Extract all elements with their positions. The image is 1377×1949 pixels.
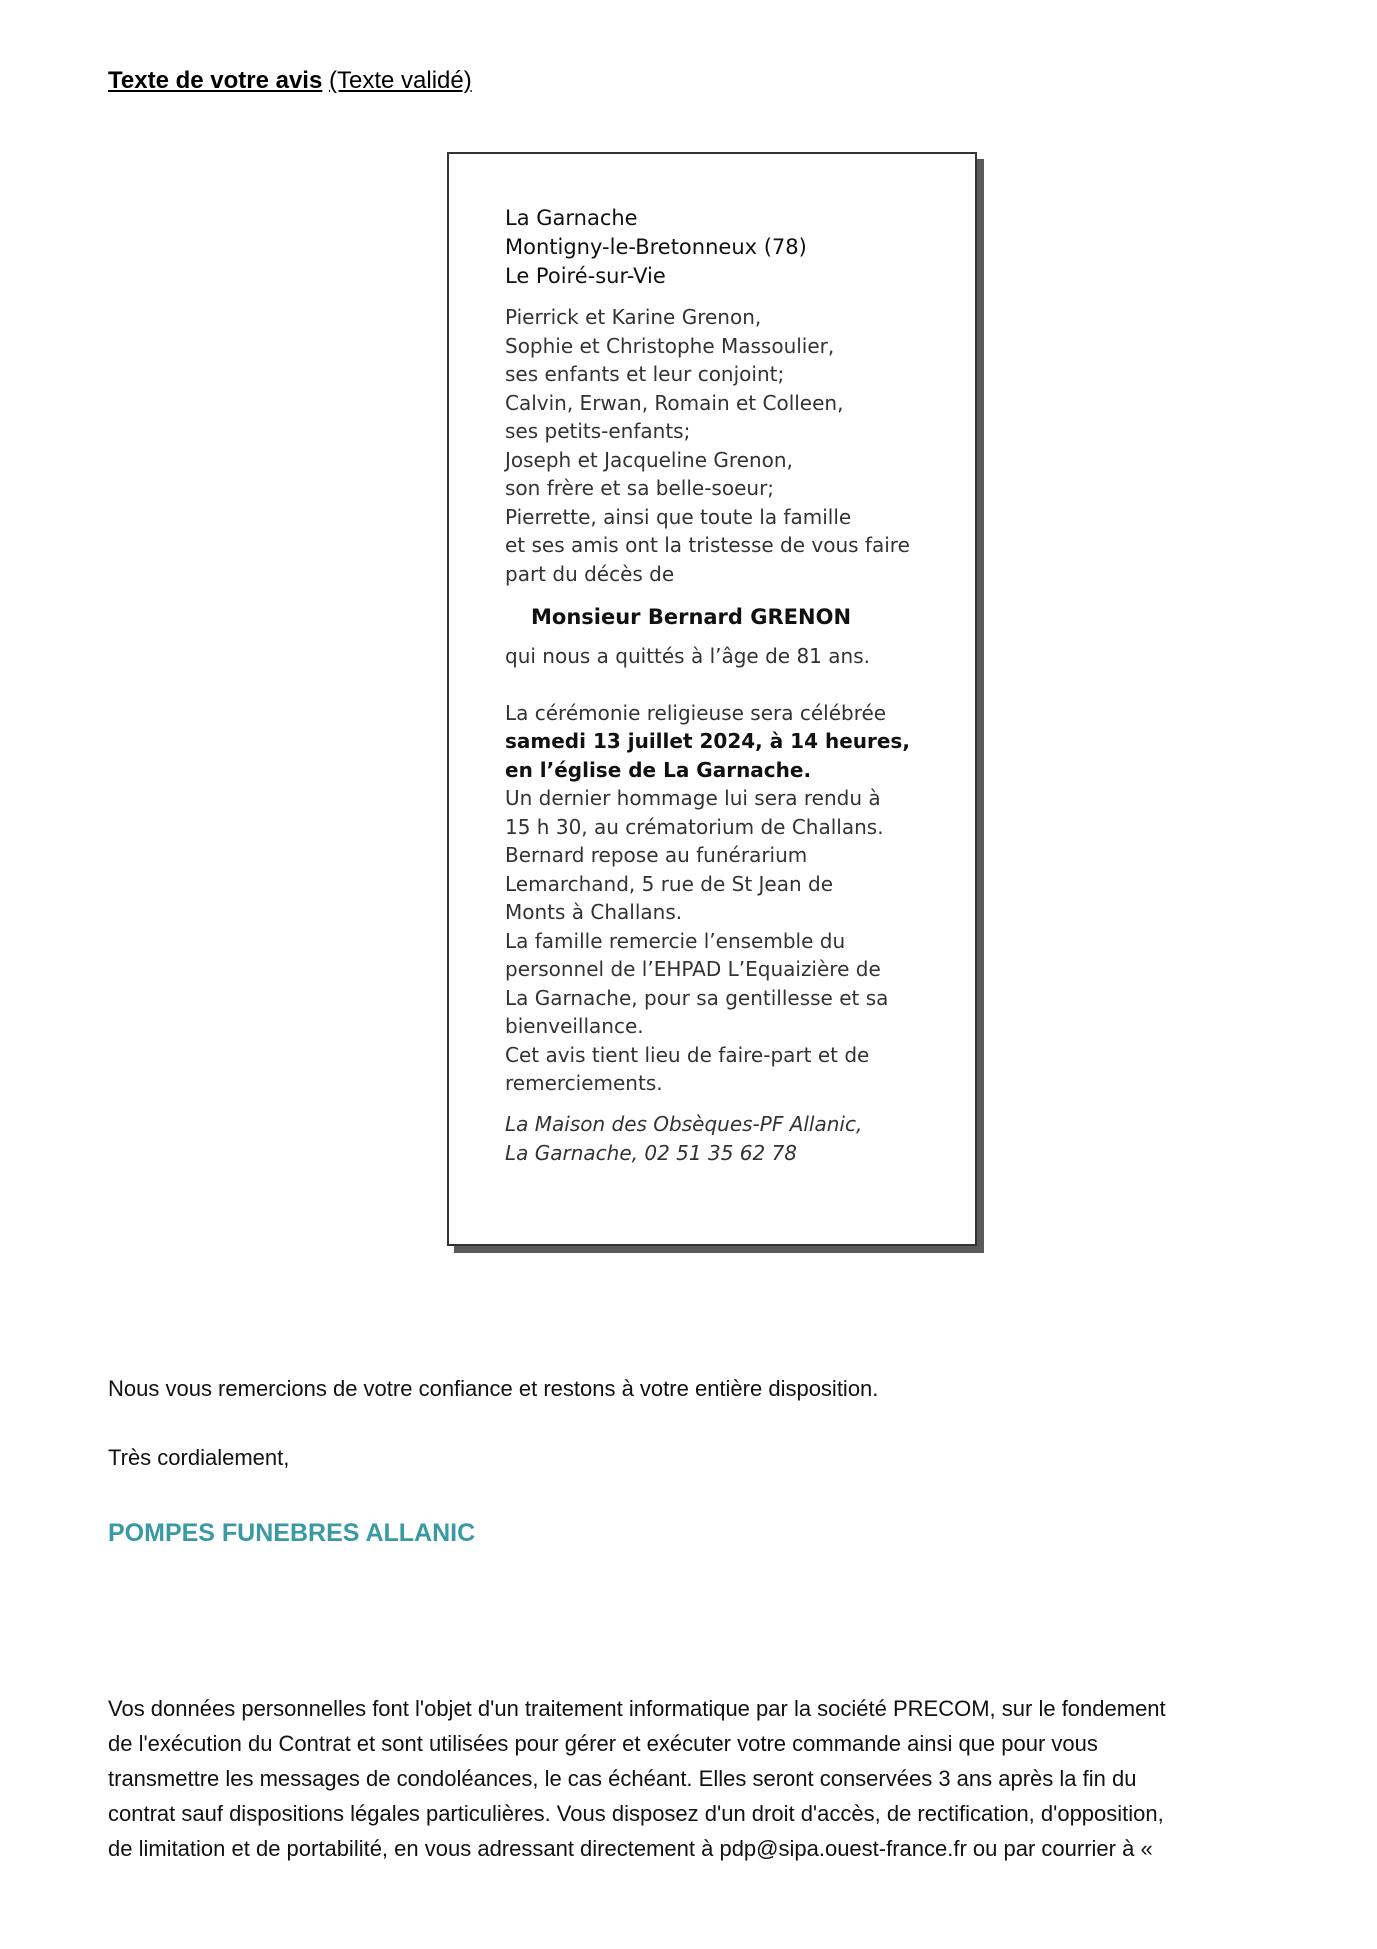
family-line: ses enfants et leur conjoint; <box>505 362 785 386</box>
family-line: ses petits-enfants; <box>505 419 691 443</box>
details-line: bienveillance. <box>505 1014 644 1038</box>
family-line: Sophie et Christophe Massoulier, <box>505 333 835 358</box>
family-line: Joseph et Jacqueline Grenon, <box>505 447 793 472</box>
details-line: Monts à Challans. <box>505 900 683 924</box>
ceremony-intro: La cérémonie religieuse sera célébrée <box>505 700 887 725</box>
deceased-age-line: qui nous a quittés à l’âge de 81 ans. <box>505 644 870 668</box>
family-line: Pierrette, ainsi que toute la famille <box>505 504 852 529</box>
deceased-name: Monsieur Bernard GRENON <box>531 605 852 629</box>
details-line: remerciements. <box>505 1071 663 1095</box>
ceremony-details <box>505 699 965 1098</box>
details-line: Un dernier hommage lui sera rendu à <box>505 786 881 810</box>
details-line: La Garnache, pour sa gentillesse et sa <box>505 985 889 1010</box>
family-line: Calvin, Erwan, Romain et Colleen, <box>505 390 844 415</box>
family-line: Pierrick et Karine Grenon, <box>505 305 762 329</box>
details-line: La famille remercie l’ensemble du <box>505 928 846 953</box>
obituary-notice-box <box>447 152 977 1246</box>
privacy-line: de limitation et de portabilité, en vous adressant directement à pdp@sipa.ouest-france.fr ou par courrier à « <box>108 1836 1153 1861</box>
privacy-line: de l'exécution du Contrat et sont utilisées pour gérer et exécuter votre commande ainsi que pour vous <box>108 1731 1098 1756</box>
thanks-paragraph: Nous vous remercions de votre confiance et restons à votre entière disposition. <box>108 1376 879 1401</box>
greeting-paragraph: Très cordialement, <box>108 1445 290 1470</box>
privacy-line: Vos données personnelles font l'objet d'un traitement informatique par la société PRECOM, sur le fondement <box>108 1696 1166 1721</box>
privacy-notice <box>108 1691 1328 1866</box>
family-line: son frère et sa belle-soeur; <box>505 476 775 500</box>
notice-heading-note: (Texte validé) <box>329 67 472 94</box>
ceremony-date: samedi 13 juillet 2024, à 14 heures, <box>505 729 910 753</box>
signature-line: La Maison des Obsèques-PF Allanic, <box>505 1111 863 1136</box>
notice-places <box>505 204 965 291</box>
signature-line: La Garnache, 02 51 35 62 78 <box>505 1140 798 1165</box>
ceremony-place: en l’église de La Garnache. <box>505 757 812 782</box>
notice-signature <box>505 1110 965 1168</box>
notice-place: La Garnache <box>505 206 638 230</box>
details-line: Lemarchand, 5 rue de St Jean de <box>505 871 834 896</box>
obituary-notice-content <box>505 204 965 1168</box>
details-line: Cet avis tient lieu de faire-part et de <box>505 1042 870 1067</box>
privacy-line: contrat sauf dispositions légales particulières. Vous disposez d'un droit d'accès, de rectification, d'opposition, <box>108 1801 1164 1826</box>
notice-heading-title: Texte de votre avis <box>108 67 323 94</box>
details-line: 15 h 30, au crématorium de Challans. <box>505 814 884 839</box>
privacy-line: transmettre les messages de condoléances, le cas échéant. Elles seront conservées 3 ans après la fin du <box>108 1766 1137 1791</box>
notice-heading <box>108 66 472 96</box>
notice-place: Le Poiré-sur-Vie <box>505 264 666 288</box>
family-line: part du décès de <box>505 561 675 586</box>
details-line: Bernard repose au funérarium <box>505 843 808 867</box>
notice-family-list <box>505 303 965 588</box>
family-line: et ses amis ont la tristesse de vous faire <box>505 533 910 557</box>
details-line: personnel de l’EHPAD L’Equaizière de <box>505 957 881 981</box>
notice-place: Montigny-le-Bretonneux (78) <box>505 235 807 259</box>
company-name: POMPES FUNEBRES ALLANIC <box>108 1519 476 1547</box>
